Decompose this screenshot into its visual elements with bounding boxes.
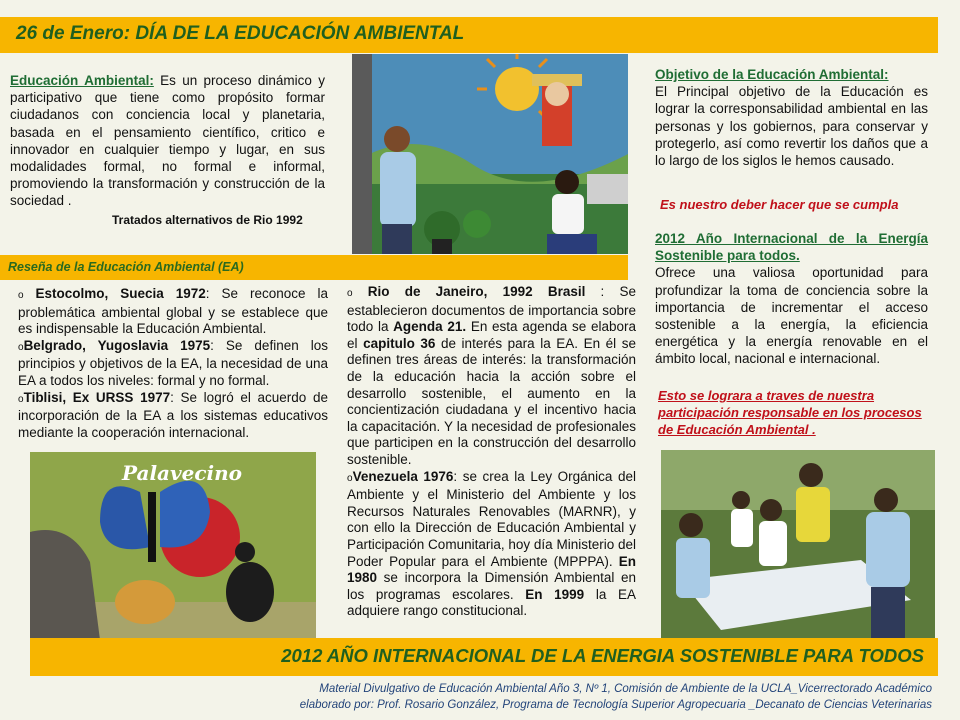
footer-banner — [30, 638, 938, 676]
mural-text: Palavecino — [122, 461, 243, 485]
objective-text: El Principal objetivo de la Educación es lograr la corresponsabilidad ambiental en las personas y los gobiernos, para conservar y protegerlo, así como revertir los daños que a lo largo de los siglos le hemos causado. — [655, 84, 928, 169]
objective-block — [655, 66, 928, 169]
review-left-list — [18, 286, 328, 441]
photo-students-table — [661, 450, 935, 638]
energy-block — [655, 230, 928, 368]
list-item: oVenezuela 1976: se crea la Ley Orgánica del Ambiente y el Ministerio del Ambiente y los Recursos Naturales Renovables (MARNR), y con ello la Dirección de Educación Ambiental y Participación Comunitaria, hoy día Ministerio del Poder Popular para el Ambiente (MPPPA). En 1980 se incorpora la Dimensión Ambiental en los programas escolares. En 1999 la EA adquiere rango constitucional. — [347, 468, 636, 619]
review-title: Reseña de la Educación Ambiental (EA) — [8, 260, 244, 274]
intro-paragraph — [10, 72, 325, 210]
review-middle-list — [347, 284, 636, 620]
footer-credit — [172, 681, 932, 713]
photo-mural-class — [352, 54, 628, 254]
list-item: o Estocolmo, Suecia 1972: Se reconoce la problemática ambiental global y se establece que es indispensable la Educación Ambiental. — [18, 286, 328, 337]
credit-line-2: elaborado por: Prof. Rosario González, Programa de Tecnología Superior Agropecuaria _Decanato de Ciencias Veterinarias — [299, 699, 932, 711]
list-item: o Rio de Janeiro, 1992 Brasil : Se establecieron documentos de importancia sobre todo la Agenda 21. En esta agenda se elabora el capitulo 36 de interés para la EA. En él se definen tres áreas de interés: la transformación de la educación hacia la acción sobre el desarrollo sostenible, el aumento en la concientización ciudadana y el incentivo hacia la capacitación. Y la necesidad de profesionales que participen en la construcción del desarrollo sostenible. — [347, 284, 637, 467]
energy-text: Ofrece una valiosa oportunidad para profundizar la toma de conciencia sobre la importancia de incrementar el acceso sostenible a la energía, la eficiencia energética y la energía renovable en el ámbito local, nacional e internacional. — [655, 265, 928, 367]
energy-note: Esto se lograra a traves de nuestra participación responsable en los procesos de Educación Ambiental . — [658, 388, 922, 437]
objective-label: Objetivo de la Educación Ambiental: — [655, 67, 889, 82]
intro-text: Es un proceso dinámico y participativo que tiene como propósito formar ciudadanos con conciencia local y planetaria, basada en el pensamiento científico, critico e innovador en cualquier tiempo y lugar, en sus modalidades formal, no formal e informal, promoviendo la transformación y construcción de la sociedad . — [10, 73, 325, 209]
intro-source: Tratados alternativos de Rio 1992 — [112, 213, 303, 227]
photo-palavecino-mural — [30, 452, 316, 640]
list-item: oTiblisi, Ex URSS 1977: Se logró el acuerdo de incorporación de la EA a los sistemas educativos mediante la cooperación internacional. — [18, 389, 328, 440]
intro-label: Educación Ambiental: — [10, 73, 154, 88]
review-banner — [0, 255, 628, 280]
header-banner — [0, 17, 938, 53]
credit-line-1: Material Divulgativo de Educación Ambiental Año 3, Nº 1, Comisión de Ambiente de la UCLA_Vicerrectorado Académico — [319, 683, 932, 695]
objective-note: Es nuestro deber hacer que se cumpla — [660, 197, 899, 212]
page-title: 26 de Enero: DÍA DE LA EDUCACIÓN AMBIENTAL — [16, 23, 465, 44]
energy-label: 2012 Año Internacional de la Energía Sostenible para todos. — [655, 231, 928, 264]
footer-banner-text: 2012 AÑO INTERNACIONAL DE LA ENERGIA SOSTENIBLE PARA TODOS — [281, 645, 924, 666]
list-item: oBelgrado, Yugoslavia 1975: Se definen los principios y objetivos de la EA, la necesidad de una EA a todos los niveles: formal y no formal. — [18, 337, 328, 388]
